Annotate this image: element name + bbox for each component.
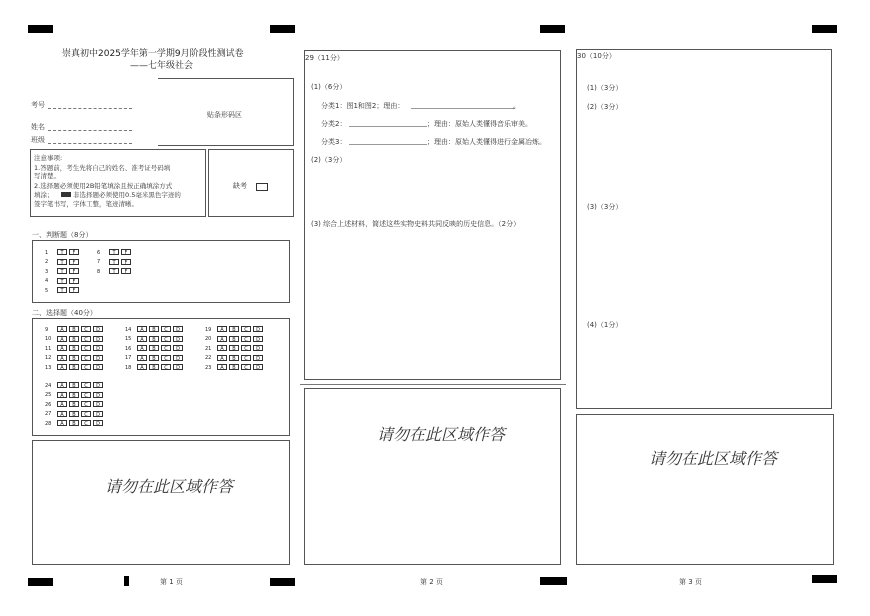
mc-section-title: 二、选择题（40分） <box>32 309 97 317</box>
question-number: 25 <box>45 392 52 398</box>
answer-bubble[interactable]: A <box>217 326 227 332</box>
name-label: 姓名 <box>31 123 45 131</box>
answer-bubble[interactable]: B <box>69 336 79 342</box>
page-number: 第 1 页 <box>160 578 183 586</box>
answer-row <box>205 336 265 343</box>
answer-bubble[interactable]: C <box>161 345 171 351</box>
question-number: 5 <box>45 287 49 294</box>
answer-row <box>45 345 105 352</box>
answer-bubble[interactable]: B <box>149 345 159 351</box>
answer-bubble[interactable]: F <box>121 268 131 274</box>
absent-box <box>208 149 294 217</box>
answer-bubble[interactable]: A <box>217 355 227 361</box>
answer-bubble[interactable]: B <box>69 401 79 407</box>
answer-row <box>45 287 81 294</box>
answer-bubble[interactable]: A <box>57 420 67 426</box>
answer-bubble[interactable]: D <box>173 364 183 370</box>
answer-bubble[interactable]: A <box>137 336 147 342</box>
answer-row <box>45 278 81 285</box>
registration-mark <box>812 25 837 33</box>
question-number: 21 <box>205 345 212 352</box>
answer-bubble[interactable]: C <box>241 355 251 361</box>
answer-bubble[interactable]: D <box>93 411 103 417</box>
q30-part3: (3)（3分） <box>587 203 623 211</box>
registration-mark <box>540 577 567 585</box>
answer-bubble[interactable]: D <box>253 355 263 361</box>
answer-bubble[interactable]: C <box>81 336 91 342</box>
answer-row <box>205 355 265 362</box>
answer-bubble[interactable]: F <box>69 287 79 293</box>
question-number: 20 <box>205 336 212 342</box>
answer-bubble[interactable]: D <box>93 345 103 351</box>
answer-bubble[interactable]: B <box>69 392 79 398</box>
answer-bubble[interactable]: A <box>57 355 67 361</box>
answer-bubble[interactable]: D <box>253 326 263 332</box>
answer-row <box>125 345 185 352</box>
absent-checkbox[interactable] <box>256 183 268 191</box>
answer-bubble[interactable]: F <box>69 259 79 265</box>
question-number: 3 <box>45 268 49 275</box>
q29-part3: (3) 综合上述材料，简述这些实物史料共同反映的历史信息。（2分） <box>311 220 521 228</box>
answer-bubble[interactable]: C <box>161 364 171 370</box>
q29-line1-end: 。 <box>513 102 520 110</box>
answer-bubble[interactable]: C <box>161 326 171 332</box>
question-number: 1 <box>45 249 49 256</box>
q29-answer-box[interactable] <box>304 50 561 380</box>
answer-bubble[interactable]: T <box>109 268 119 274</box>
answer-bubble[interactable]: A <box>57 392 67 398</box>
answer-bubble[interactable]: B <box>69 326 79 332</box>
answer-row <box>45 364 105 371</box>
question-number: 16 <box>125 345 132 352</box>
answer-bubble[interactable]: B <box>69 345 79 351</box>
answer-bubble[interactable]: F <box>69 249 79 255</box>
answer-row <box>45 355 105 362</box>
note-line: 写清楚。 <box>34 172 60 180</box>
note-line: 2.选择题必须使用2B铅笔填涂且按正确填涂方式 <box>34 182 173 190</box>
answer-row <box>45 259 81 266</box>
page-divider <box>300 384 566 385</box>
notes-box <box>30 149 206 217</box>
no-answer-text: 请勿在此区域作答 <box>105 477 234 496</box>
q30-part1: (1)（3分） <box>587 84 623 92</box>
page-number: 第 3 页 <box>679 578 702 586</box>
answer-bubble[interactable]: C <box>81 382 91 388</box>
answer-bubble[interactable]: A <box>57 411 67 417</box>
tf-section-title: 一、判断题（8分） <box>32 231 93 239</box>
answer-bubble[interactable]: B <box>69 382 79 388</box>
question-number: 13 <box>45 364 52 371</box>
answer-bubble[interactable]: T <box>57 259 67 265</box>
exam-subtitle: ——七年级社会 <box>130 61 194 71</box>
question-number: 2 <box>45 259 49 265</box>
answer-bubble[interactable]: B <box>229 336 239 342</box>
question-number: 22 <box>205 355 212 361</box>
q29-line3-reason: ；理由：原始人类懂得进行金属冶炼。 <box>427 138 546 146</box>
q30-part4: (4)（1分） <box>587 321 623 329</box>
answer-bubble[interactable]: C <box>81 364 91 370</box>
q30-answer-box[interactable] <box>576 49 832 409</box>
page-number: 第 2 页 <box>420 578 443 586</box>
question-number: 7 <box>97 259 101 265</box>
no-answer-zone <box>32 440 290 565</box>
no-answer-text: 请勿在此区域作答 <box>377 425 506 444</box>
question-number: 26 <box>45 401 52 408</box>
answer-bubble[interactable]: B <box>149 355 159 361</box>
answer-row <box>205 364 265 371</box>
answer-row <box>45 392 105 399</box>
answer-bubble[interactable]: B <box>149 326 159 332</box>
answer-bubble[interactable]: C <box>161 355 171 361</box>
answer-bubble[interactable]: C <box>241 326 251 332</box>
answer-bubble[interactable]: A <box>57 345 67 351</box>
name-field[interactable] <box>48 130 132 131</box>
q29-line2-reason: ；理由：原始人类懂得音乐审美。 <box>427 120 532 128</box>
answer-bubble[interactable]: D <box>93 336 103 342</box>
answer-bubble[interactable]: B <box>229 345 239 351</box>
answer-bubble[interactable]: D <box>93 392 103 398</box>
answer-bubble[interactable]: T <box>57 249 67 255</box>
registration-mark <box>28 25 53 33</box>
answer-bubble[interactable]: C <box>81 345 91 351</box>
exam-no-label: 考号 <box>31 101 45 109</box>
note-line: 填涂； <box>34 191 54 199</box>
answer-bubble[interactable]: F <box>69 268 79 274</box>
answer-bubble[interactable]: B <box>149 336 159 342</box>
question-number: 19 <box>205 326 212 333</box>
answer-bubble[interactable]: C <box>81 355 91 361</box>
answer-row <box>45 336 105 343</box>
class-field[interactable] <box>48 143 132 144</box>
question-number: 28 <box>45 420 52 427</box>
answer-bubble[interactable]: B <box>229 364 239 370</box>
registration-mark <box>540 25 565 33</box>
answer-row <box>125 326 185 333</box>
answer-bubble[interactable]: D <box>93 420 103 426</box>
registration-mark <box>28 578 53 586</box>
filled-example-icon <box>61 192 71 197</box>
answer-bubble[interactable]: B <box>229 326 239 332</box>
answer-bubble[interactable]: B <box>69 355 79 361</box>
answer-bubble[interactable]: A <box>217 364 227 370</box>
class-label: 班级 <box>31 136 45 144</box>
answer-bubble[interactable]: A <box>57 401 67 407</box>
answer-bubble[interactable]: T <box>109 249 119 255</box>
answer-bubble[interactable]: C <box>81 392 91 398</box>
answer-row <box>45 411 105 418</box>
answer-blank[interactable] <box>411 108 515 109</box>
q29-line1: 分类1：图1和图2；理由： <box>321 102 405 110</box>
note-line: 签字笔书写，字体工整，笔迹清晰。 <box>34 200 138 208</box>
question-number: 27 <box>45 411 52 417</box>
answer-row <box>45 382 105 389</box>
answer-row <box>45 249 81 256</box>
answer-row <box>97 249 133 256</box>
question-number: 23 <box>205 364 212 371</box>
no-answer-zone <box>304 388 561 565</box>
answer-bubble[interactable]: A <box>57 382 67 388</box>
answer-row <box>45 268 81 275</box>
registration-mark <box>270 25 295 33</box>
q29-line2: 分类2： <box>321 120 347 128</box>
answer-row <box>205 326 265 333</box>
barcode-label: 贴条形码区 <box>207 111 242 119</box>
answer-bubble[interactable]: A <box>137 364 147 370</box>
note-line: 非选择题必须使用0.5毫米黑色字迹的 <box>73 191 181 199</box>
answer-row <box>205 345 265 352</box>
registration-mark <box>270 578 295 586</box>
answer-bubble[interactable]: D <box>253 336 263 342</box>
no-answer-text: 请勿在此区域作答 <box>649 449 778 468</box>
answer-bubble[interactable]: B <box>69 420 79 426</box>
answer-bubble[interactable]: A <box>57 364 67 370</box>
answer-bubble[interactable]: D <box>173 326 183 332</box>
question-number: 24 <box>45 382 52 389</box>
answer-bubble[interactable]: F <box>121 259 131 265</box>
answer-bubble[interactable]: F <box>69 278 79 284</box>
answer-bubble[interactable]: B <box>69 364 79 370</box>
question-number: 8 <box>97 268 101 275</box>
registration-mark <box>124 576 129 586</box>
answer-row <box>125 355 185 362</box>
answer-row <box>125 336 185 343</box>
answer-row <box>45 420 105 427</box>
question-number: 12 <box>45 355 52 361</box>
question-number: 17 <box>125 355 132 361</box>
answer-bubble[interactable]: B <box>69 411 79 417</box>
answer-bubble[interactable]: A <box>217 345 227 351</box>
answer-bubble[interactable]: T <box>109 259 119 265</box>
answer-blank[interactable] <box>349 126 427 127</box>
answer-bubble[interactable]: D <box>173 345 183 351</box>
answer-bubble[interactable]: D <box>173 355 183 361</box>
note-line: 注意事项: <box>34 154 63 162</box>
answer-bubble[interactable]: D <box>253 364 263 370</box>
answer-bubble[interactable]: D <box>93 401 103 407</box>
answer-row <box>97 259 133 266</box>
answer-bubble[interactable]: B <box>229 355 239 361</box>
answer-bubble[interactable]: C <box>81 326 91 332</box>
exam-title: 崇真初中2025学年第一学期9月阶段性测试卷 <box>62 49 244 59</box>
exam-no-field[interactable] <box>48 108 132 109</box>
answer-row <box>97 268 133 275</box>
answer-row <box>45 326 105 333</box>
answer-bubble[interactable]: C <box>81 401 91 407</box>
tf-answer-box <box>32 240 290 303</box>
question-number: 4 <box>45 278 49 284</box>
question-number: 9 <box>45 326 49 333</box>
q29-line3: 分类3： <box>321 138 347 146</box>
mc-answer-box <box>32 318 290 436</box>
answer-bubble[interactable]: A <box>57 326 67 332</box>
answer-bubble[interactable]: C <box>241 364 251 370</box>
answer-bubble[interactable]: A <box>57 336 67 342</box>
question-number: 14 <box>125 326 132 333</box>
question-number: 6 <box>97 249 101 256</box>
answer-bubble[interactable]: C <box>81 420 91 426</box>
q29-part1: (1)（6分） <box>311 83 347 91</box>
answer-bubble[interactable]: T <box>57 278 67 284</box>
question-number: 11 <box>45 345 52 352</box>
answer-bubble[interactable]: C <box>241 345 251 351</box>
answer-row <box>45 401 105 408</box>
answer-row <box>125 364 185 371</box>
q29-label: 29（11分） <box>305 54 344 62</box>
answer-bubble[interactable]: F <box>121 249 131 255</box>
answer-bubble[interactable]: C <box>81 411 91 417</box>
answer-bubble[interactable]: A <box>137 345 147 351</box>
registration-mark <box>812 575 837 583</box>
answer-blank[interactable] <box>349 144 427 145</box>
answer-bubble[interactable]: D <box>93 382 103 388</box>
no-answer-zone <box>576 414 834 565</box>
answer-bubble[interactable]: A <box>217 336 227 342</box>
answer-bubble[interactable]: D <box>173 336 183 342</box>
answer-bubble[interactable]: D <box>93 355 103 361</box>
note-line: 1.答题前，考生先将自己的姓名、准考证号码填 <box>34 164 171 172</box>
q29-part2: (2)（3分） <box>311 156 347 164</box>
answer-bubble[interactable]: D <box>253 345 263 351</box>
answer-bubble[interactable]: C <box>241 336 251 342</box>
q30-part2: (2)（3分） <box>587 103 623 111</box>
question-number: 10 <box>45 336 52 342</box>
absent-label: 缺考 <box>233 182 247 190</box>
answer-bubble[interactable]: A <box>137 355 147 361</box>
q30-label: 30（10分） <box>577 52 616 60</box>
answer-bubble[interactable]: C <box>161 336 171 342</box>
answer-bubble[interactable]: D <box>93 326 103 332</box>
answer-bubble[interactable]: T <box>57 287 67 293</box>
question-number: 15 <box>125 336 132 342</box>
answer-bubble[interactable]: D <box>93 364 103 370</box>
question-number: 18 <box>125 364 132 371</box>
answer-bubble[interactable]: T <box>57 268 67 274</box>
answer-bubble[interactable]: A <box>137 326 147 332</box>
answer-bubble[interactable]: B <box>149 364 159 370</box>
